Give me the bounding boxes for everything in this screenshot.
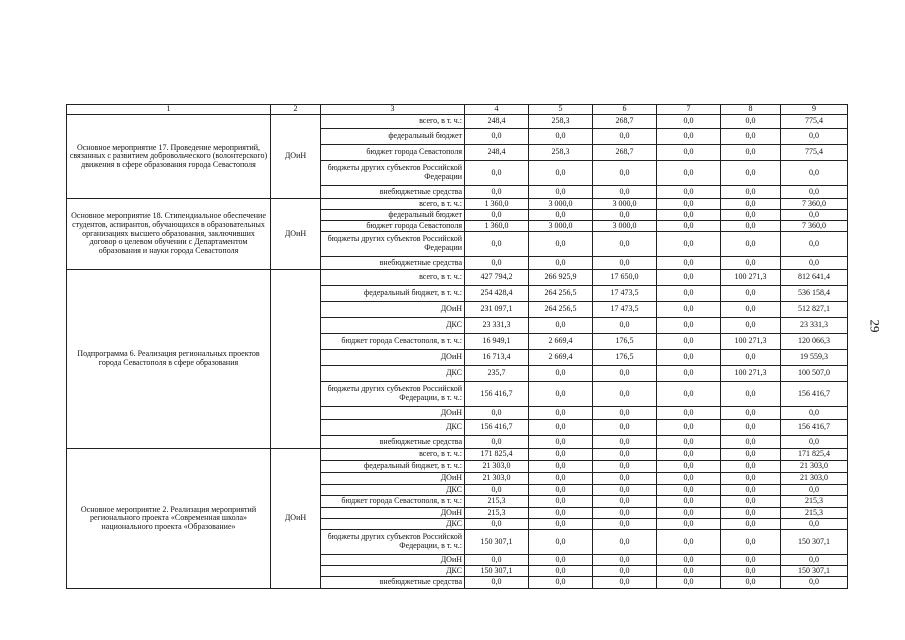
amount-cell: 0,0 <box>529 366 593 382</box>
amount-cell: 0,0 <box>721 199 781 210</box>
amount-cell: 254 428,4 <box>465 286 529 302</box>
amount-cell: 0,0 <box>465 232 529 257</box>
amount-cell: 156 416,7 <box>465 382 529 407</box>
amount-cell: 0,0 <box>529 420 593 436</box>
amount-cell: 3 000,0 <box>529 221 593 232</box>
amount-cell: 150 307,1 <box>465 566 529 577</box>
amount-cell: 0,0 <box>781 232 848 257</box>
amount-cell: 156 416,7 <box>781 420 848 436</box>
amount-cell: 156 416,7 <box>465 420 529 436</box>
amount-cell: 0,0 <box>721 508 781 519</box>
funding-source: ДОиН <box>321 473 465 485</box>
amount-cell: 0,0 <box>529 161 593 186</box>
amount-cell: 258,3 <box>529 115 593 129</box>
amount-cell: 0,0 <box>721 350 781 366</box>
amount-cell: 0,0 <box>781 257 848 270</box>
responsible-executor: ДОиН <box>271 449 321 589</box>
amount-cell: 2 669,4 <box>529 334 593 350</box>
amount-cell: 0,0 <box>657 115 721 129</box>
amount-cell: 0,0 <box>721 496 781 508</box>
amount-cell: 0,0 <box>721 115 781 129</box>
amount-cell: 17 650,0 <box>593 270 657 286</box>
amount-cell: 0,0 <box>465 485 529 496</box>
table-row <box>67 449 848 461</box>
amount-cell: 0,0 <box>593 555 657 566</box>
amount-cell: 21 303,0 <box>781 473 848 485</box>
amount-cell: 0,0 <box>721 577 781 589</box>
column-number: 1 <box>67 105 271 115</box>
amount-cell: 0,0 <box>657 286 721 302</box>
funding-source: бюджет города Севастополя <box>321 221 465 232</box>
amount-cell: 0,0 <box>529 473 593 485</box>
amount-cell: 0,0 <box>721 485 781 496</box>
amount-cell: 0,0 <box>721 530 781 555</box>
amount-cell: 235,7 <box>465 366 529 382</box>
amount-cell: 0,0 <box>657 270 721 286</box>
amount-cell: 0,0 <box>593 129 657 145</box>
page-number: 29 <box>867 319 883 333</box>
amount-cell: 176,5 <box>593 350 657 366</box>
amount-cell: 0,0 <box>529 210 593 221</box>
amount-cell: 0,0 <box>593 461 657 473</box>
amount-cell: 0,0 <box>657 577 721 589</box>
amount-cell: 0,0 <box>529 232 593 257</box>
amount-cell: 0,0 <box>657 186 721 199</box>
amount-cell: 23 331,3 <box>781 318 848 334</box>
amount-cell: 0,0 <box>657 257 721 270</box>
amount-cell: 0,0 <box>657 199 721 210</box>
amount-cell: 0,0 <box>465 519 529 530</box>
amount-cell: 0,0 <box>657 210 721 221</box>
funding-table <box>66 104 848 589</box>
amount-cell: 0,0 <box>593 496 657 508</box>
amount-cell: 0,0 <box>781 519 848 530</box>
funding-source: ДКС <box>321 318 465 334</box>
amount-cell: 512 827,1 <box>781 302 848 318</box>
amount-cell: 0,0 <box>593 473 657 485</box>
amount-cell: 0,0 <box>465 577 529 589</box>
amount-cell: 0,0 <box>657 485 721 496</box>
funding-source: ДОиН <box>321 302 465 318</box>
amount-cell: 0,0 <box>657 129 721 145</box>
amount-cell: 0,0 <box>781 485 848 496</box>
amount-cell: 17 473,5 <box>593 302 657 318</box>
amount-cell: 0,0 <box>529 436 593 449</box>
amount-cell: 0,0 <box>781 555 848 566</box>
funding-source: ДКС <box>321 566 465 577</box>
amount-cell: 0,0 <box>721 129 781 145</box>
amount-cell: 150 307,1 <box>465 530 529 555</box>
amount-cell: 0,0 <box>465 161 529 186</box>
funding-source: всего, в т. ч.: <box>321 449 465 461</box>
amount-cell: 536 158,4 <box>781 286 848 302</box>
amount-cell: 775,4 <box>781 115 848 129</box>
amount-cell: 0,0 <box>593 449 657 461</box>
amount-cell: 150 307,1 <box>781 566 848 577</box>
amount-cell: 0,0 <box>529 129 593 145</box>
amount-cell: 0,0 <box>721 145 781 161</box>
amount-cell: 775,4 <box>781 145 848 161</box>
amount-cell: 0,0 <box>465 186 529 199</box>
amount-cell: 0,0 <box>529 318 593 334</box>
amount-cell: 0,0 <box>529 508 593 519</box>
amount-cell: 0,0 <box>657 566 721 577</box>
column-number-row <box>67 105 848 115</box>
amount-cell: 0,0 <box>529 186 593 199</box>
amount-cell: 0,0 <box>721 221 781 232</box>
amount-cell: 0,0 <box>529 577 593 589</box>
funding-source: внебюджетные средства <box>321 436 465 449</box>
amount-cell: 0,0 <box>529 555 593 566</box>
amount-cell: 0,0 <box>721 382 781 407</box>
amount-cell: 0,0 <box>721 257 781 270</box>
amount-cell: 0,0 <box>593 161 657 186</box>
amount-cell: 16 949,1 <box>465 334 529 350</box>
amount-cell: 0,0 <box>657 366 721 382</box>
funding-source: бюджеты других субъектов Российской Федерации <box>321 232 465 257</box>
amount-cell: 0,0 <box>657 145 721 161</box>
amount-cell: 0,0 <box>721 420 781 436</box>
responsible-executor: ДОиН <box>271 115 321 199</box>
amount-cell: 0,0 <box>657 436 721 449</box>
amount-cell: 0,0 <box>657 496 721 508</box>
amount-cell: 0,0 <box>657 461 721 473</box>
amount-cell: 0,0 <box>657 161 721 186</box>
amount-cell: 258,3 <box>529 145 593 161</box>
amount-cell: 248,4 <box>465 115 529 129</box>
amount-cell: 0,0 <box>593 485 657 496</box>
amount-cell: 248,4 <box>465 145 529 161</box>
amount-cell: 0,0 <box>593 436 657 449</box>
amount-cell: 100 507,0 <box>781 366 848 382</box>
amount-cell: 0,0 <box>721 318 781 334</box>
amount-cell: 3 000,0 <box>593 199 657 210</box>
amount-cell: 100 271,3 <box>721 334 781 350</box>
funding-source: всего, в т. ч.: <box>321 270 465 286</box>
amount-cell: 7 360,0 <box>781 199 848 210</box>
funding-source: внебюджетные средства <box>321 257 465 270</box>
funding-source: всего, в т. ч.: <box>321 115 465 129</box>
amount-cell: 0,0 <box>657 519 721 530</box>
amount-cell: 0,0 <box>593 257 657 270</box>
amount-cell: 0,0 <box>657 420 721 436</box>
amount-cell: 0,0 <box>721 210 781 221</box>
amount-cell: 0,0 <box>781 161 848 186</box>
table-row <box>67 270 848 286</box>
amount-cell: 100 271,3 <box>721 366 781 382</box>
amount-cell: 171 825,4 <box>465 449 529 461</box>
amount-cell: 23 331,3 <box>465 318 529 334</box>
column-number: 3 <box>321 105 465 115</box>
amount-cell: 19 559,3 <box>781 350 848 366</box>
funding-source: ДОиН <box>321 555 465 566</box>
amount-cell: 0,0 <box>657 382 721 407</box>
amount-cell: 21 303,0 <box>781 461 848 473</box>
column-number: 9 <box>781 105 848 115</box>
amount-cell: 0,0 <box>721 449 781 461</box>
amount-cell: 0,0 <box>593 366 657 382</box>
amount-cell: 215,3 <box>781 496 848 508</box>
amount-cell: 0,0 <box>465 407 529 420</box>
funding-source: бюджет города Севастополя, в т. ч.: <box>321 334 465 350</box>
amount-cell: 0,0 <box>657 350 721 366</box>
table-row <box>67 115 848 129</box>
amount-cell: 215,3 <box>781 508 848 519</box>
amount-cell: 0,0 <box>593 577 657 589</box>
funding-source: бюджет города Севастополя <box>321 145 465 161</box>
funding-source: федеральный бюджет <box>321 210 465 221</box>
amount-cell: 0,0 <box>529 257 593 270</box>
amount-cell: 0,0 <box>593 530 657 555</box>
amount-cell: 0,0 <box>465 129 529 145</box>
amount-cell: 100 271,3 <box>721 270 781 286</box>
amount-cell: 0,0 <box>657 449 721 461</box>
amount-cell: 0,0 <box>657 407 721 420</box>
amount-cell: 0,0 <box>721 161 781 186</box>
column-number: 2 <box>271 105 321 115</box>
column-number: 7 <box>657 105 721 115</box>
funding-source: федеральный бюджет, в т. ч.: <box>321 286 465 302</box>
amount-cell: 0,0 <box>657 221 721 232</box>
funding-source: внебюджетные средства <box>321 577 465 589</box>
amount-cell: 1 360,0 <box>465 199 529 210</box>
amount-cell: 0,0 <box>721 286 781 302</box>
column-number: 8 <box>721 105 781 115</box>
amount-cell: 2 669,4 <box>529 350 593 366</box>
amount-cell: 0,0 <box>781 129 848 145</box>
funding-source: всего, в т. ч.: <box>321 199 465 210</box>
funding-source: бюджеты других субъектов Российской Федерации <box>321 161 465 186</box>
amount-cell: 231 097,1 <box>465 302 529 318</box>
funding-source: бюджеты других субъектов Российской Федерации, в т. ч.: <box>321 382 465 407</box>
amount-cell: 1 360,0 <box>465 221 529 232</box>
amount-cell: 0,0 <box>781 210 848 221</box>
amount-cell: 16 713,4 <box>465 350 529 366</box>
amount-cell: 0,0 <box>593 566 657 577</box>
amount-cell: 0,0 <box>465 436 529 449</box>
funding-source: ДКС <box>321 485 465 496</box>
amount-cell: 7 360,0 <box>781 221 848 232</box>
amount-cell: 0,0 <box>593 318 657 334</box>
column-number: 5 <box>529 105 593 115</box>
amount-cell: 0,0 <box>657 302 721 318</box>
amount-cell: 264 256,5 <box>529 286 593 302</box>
amount-cell: 268,7 <box>593 145 657 161</box>
amount-cell: 0,0 <box>593 508 657 519</box>
amount-cell: 0,0 <box>529 566 593 577</box>
amount-cell: 0,0 <box>529 407 593 420</box>
amount-cell: 0,0 <box>657 232 721 257</box>
amount-cell: 0,0 <box>721 232 781 257</box>
amount-cell: 0,0 <box>657 530 721 555</box>
amount-cell: 0,0 <box>781 407 848 420</box>
amount-cell: 0,0 <box>657 318 721 334</box>
amount-cell: 17 473,5 <box>593 286 657 302</box>
amount-cell: 3 000,0 <box>593 221 657 232</box>
amount-cell: 0,0 <box>529 530 593 555</box>
amount-cell: 0,0 <box>721 519 781 530</box>
amount-cell: 0,0 <box>657 334 721 350</box>
amount-cell: 0,0 <box>721 461 781 473</box>
amount-cell: 0,0 <box>529 382 593 407</box>
amount-cell: 0,0 <box>529 485 593 496</box>
column-number: 4 <box>465 105 529 115</box>
amount-cell: 264 256,5 <box>529 302 593 318</box>
amount-cell: 0,0 <box>593 407 657 420</box>
amount-cell: 156 416,7 <box>781 382 848 407</box>
amount-cell: 268,7 <box>593 115 657 129</box>
amount-cell: 171 825,4 <box>781 449 848 461</box>
amount-cell: 176,5 <box>593 334 657 350</box>
amount-cell: 0,0 <box>721 555 781 566</box>
funding-source: бюджеты других субъектов Российской Федерации, в т. ч.: <box>321 530 465 555</box>
measure-name: Подпрограмма 6. Реализация региональных проектов города Севастополя в сфере образования <box>67 270 271 449</box>
amount-cell: 21 303,0 <box>465 461 529 473</box>
amount-cell: 3 000,0 <box>529 199 593 210</box>
amount-cell: 0,0 <box>529 449 593 461</box>
funding-source: ДКС <box>321 420 465 436</box>
amount-cell: 812 641,4 <box>781 270 848 286</box>
amount-cell: 0,0 <box>721 436 781 449</box>
funding-source: федеральный бюджет, в т. ч.: <box>321 461 465 473</box>
amount-cell: 0,0 <box>721 566 781 577</box>
funding-source: ДОиН <box>321 350 465 366</box>
funding-source: ДОиН <box>321 508 465 519</box>
amount-cell: 0,0 <box>529 496 593 508</box>
funding-source: ДКС <box>321 366 465 382</box>
amount-cell: 0,0 <box>721 186 781 199</box>
amount-cell: 0,0 <box>593 232 657 257</box>
amount-cell: 150 307,1 <box>781 530 848 555</box>
measure-name: Основное мероприятие 2. Реализация мероприятий регионального проекта «Современная школа» национального проекта «Образование» <box>67 449 271 589</box>
amount-cell: 0,0 <box>657 555 721 566</box>
amount-cell: 21 303,0 <box>465 473 529 485</box>
amount-cell: 0,0 <box>781 436 848 449</box>
amount-cell: 0,0 <box>657 473 721 485</box>
amount-cell: 266 925,9 <box>529 270 593 286</box>
amount-cell: 0,0 <box>721 302 781 318</box>
amount-cell: 0,0 <box>593 210 657 221</box>
amount-cell: 0,0 <box>721 473 781 485</box>
measure-name: Основное мероприятие 17. Проведение мероприятий, связанных с развитием добровольческого (волонтерского) движения в сфере образования города Севастополя <box>67 115 271 199</box>
amount-cell: 0,0 <box>721 407 781 420</box>
table-row <box>67 199 848 210</box>
funding-source: ДКС <box>321 519 465 530</box>
amount-cell: 0,0 <box>529 519 593 530</box>
responsible-executor: ДОиН <box>271 199 321 270</box>
amount-cell: 0,0 <box>593 519 657 530</box>
amount-cell: 0,0 <box>657 508 721 519</box>
table-body <box>67 115 848 589</box>
measure-name: Основное мероприятие 18. Стипендиальное обеспечение студентов, аспирантов, обучающихся в образовательных организациях высшего образования, заключивших договор о целевом обучении с Департаментом образования и науки города Севастополя <box>67 199 271 270</box>
amount-cell: 0,0 <box>465 555 529 566</box>
amount-cell: 0,0 <box>593 382 657 407</box>
amount-cell: 0,0 <box>593 186 657 199</box>
amount-cell: 120 066,3 <box>781 334 848 350</box>
amount-cell: 0,0 <box>781 577 848 589</box>
amount-cell: 0,0 <box>529 461 593 473</box>
amount-cell: 215,3 <box>465 508 529 519</box>
funding-source: ДОиН <box>321 407 465 420</box>
amount-cell: 215,3 <box>465 496 529 508</box>
funding-source: федеральный бюджет <box>321 129 465 145</box>
amount-cell: 427 794,2 <box>465 270 529 286</box>
column-number: 6 <box>593 105 657 115</box>
amount-cell: 0,0 <box>781 186 848 199</box>
responsible-executor <box>271 270 321 449</box>
amount-cell: 0,0 <box>465 210 529 221</box>
funding-source: бюджет города Севастополя, в т. ч.: <box>321 496 465 508</box>
funding-source: внебюджетные средства <box>321 186 465 199</box>
amount-cell: 0,0 <box>465 257 529 270</box>
amount-cell: 0,0 <box>593 420 657 436</box>
